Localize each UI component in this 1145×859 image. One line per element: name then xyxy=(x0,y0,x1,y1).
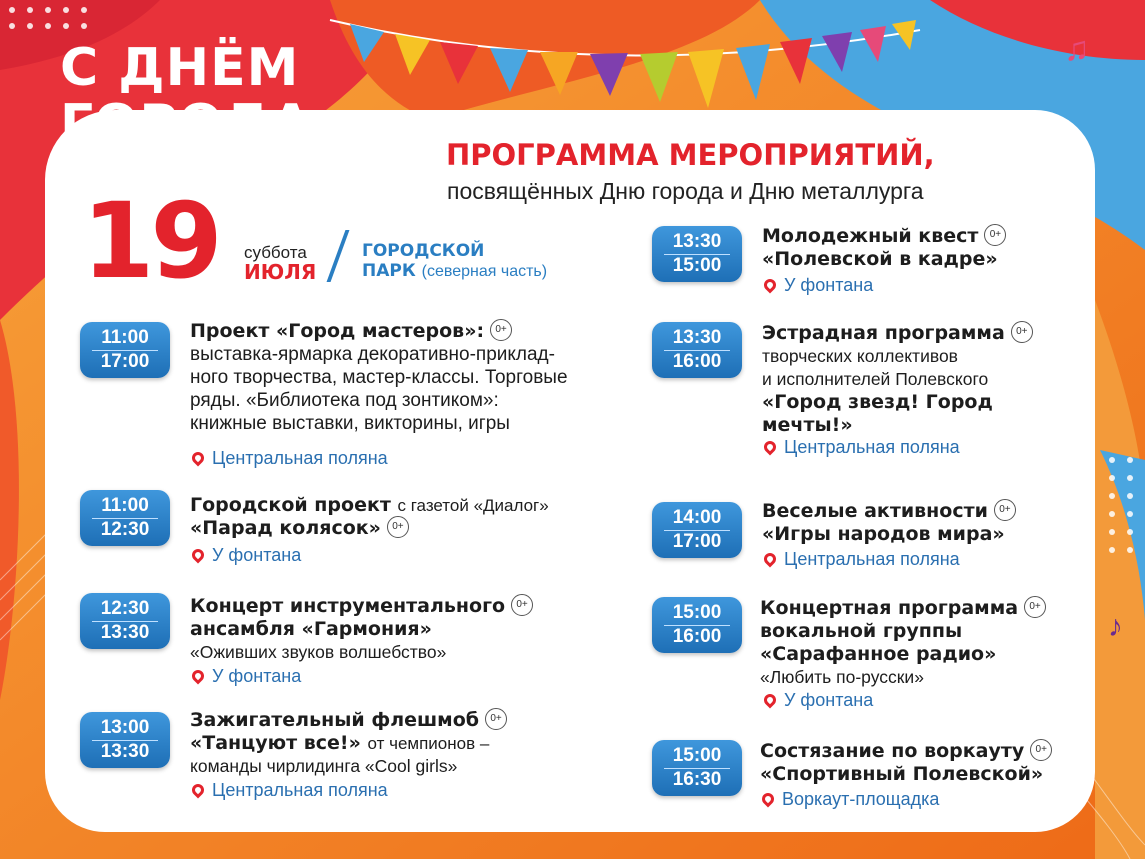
venue-line-2 xyxy=(362,261,547,281)
event-item xyxy=(190,494,630,540)
location-label: Центральная поляна xyxy=(212,780,388,800)
event-location xyxy=(192,780,388,801)
program-title: ПРОГРАММА МЕРОПРИЯТИЙ, xyxy=(446,138,935,172)
program-subtitle: посвящённых Дню города и Дню металлурга xyxy=(447,178,924,204)
event-desc: команды чирлидинга «Cool girls» xyxy=(190,756,458,776)
location-label: У фонтана xyxy=(784,690,874,710)
event-location xyxy=(764,437,960,458)
event-subtitle: «Игры народов мира» xyxy=(762,523,1005,545)
event-location xyxy=(764,275,873,296)
time-badge xyxy=(80,490,170,546)
venue-note: (северная часть) xyxy=(421,263,548,280)
event-subtitle: «Спортивный Полевской» xyxy=(760,763,1044,785)
location-pin-icon xyxy=(190,547,207,564)
event-location xyxy=(192,666,301,687)
event-location xyxy=(764,690,873,711)
event-title-line xyxy=(190,494,630,517)
end-time: 13:30 xyxy=(100,741,150,762)
event-desc: ряды. «Библиотека под зонтиком»: xyxy=(190,390,499,411)
page-title xyxy=(60,40,312,152)
venue-name: ПАРК xyxy=(362,261,416,281)
event-title-line xyxy=(762,225,1082,248)
location-label: Воркаут-площадка xyxy=(782,789,940,809)
event-item xyxy=(190,595,630,664)
end-time: 13:30 xyxy=(100,622,150,643)
page-title-line: С ДНЁМ xyxy=(60,38,300,98)
end-time: 16:30 xyxy=(672,769,722,790)
age-rating-badge: 0+ xyxy=(984,224,1006,246)
location-pin-icon xyxy=(190,782,207,799)
location-pin-icon xyxy=(762,277,779,294)
event-location xyxy=(762,789,939,810)
event-title-line xyxy=(190,709,630,732)
time-badge xyxy=(652,740,742,796)
time-badge xyxy=(652,597,742,653)
start-time: 11:00 xyxy=(101,327,149,348)
event-item xyxy=(760,740,1090,786)
event-title-line xyxy=(190,320,630,343)
event-desc: и исполнителей Полевского xyxy=(762,369,989,389)
event-title: Зажигательный флешмоб xyxy=(190,709,480,731)
end-time: 16:00 xyxy=(672,626,722,647)
event-title-note: от чемпионов – xyxy=(367,734,490,753)
end-time: 12:30 xyxy=(100,519,150,540)
event-title: Эстрадная программа xyxy=(762,322,1005,344)
event-item xyxy=(190,709,630,778)
age-rating-badge: 0+ xyxy=(1011,321,1033,343)
event-title-line xyxy=(760,597,1090,620)
event-subtitle: «Полевской в кадре» xyxy=(762,248,998,270)
event-desc: творческих коллективов xyxy=(762,346,958,366)
location-pin-icon xyxy=(190,668,207,685)
start-time: 15:00 xyxy=(672,602,722,623)
event-day: 19 xyxy=(82,180,219,302)
event-title: Концерт инструментального xyxy=(190,595,506,617)
venue-line-1: ГОРОДСКОЙ xyxy=(362,241,485,261)
event-subtitle: «Сарафанное радио» xyxy=(760,643,997,665)
event-location xyxy=(192,448,388,469)
time-badge xyxy=(652,502,742,558)
event-title-line xyxy=(190,517,630,540)
event-desc: ного творчества, мастер-классы. Торговые xyxy=(190,367,568,388)
time-badge xyxy=(80,593,170,649)
event-item xyxy=(190,320,630,435)
age-rating-badge: 0+ xyxy=(1030,739,1052,761)
location-label: Центральная поляна xyxy=(784,437,960,457)
event-weekday: суббота xyxy=(244,243,307,262)
event-subtitle: «Город звезд! Город xyxy=(762,391,993,413)
music-note-icon: ♫ xyxy=(1064,30,1090,68)
event-subtitle: ансамбля «Гармония» xyxy=(190,618,432,640)
event-title-line xyxy=(762,322,1082,345)
event-title-line xyxy=(762,500,1082,523)
start-time: 14:00 xyxy=(672,507,722,528)
age-rating-badge: 0+ xyxy=(994,499,1016,521)
time-badge xyxy=(80,322,170,378)
event-location xyxy=(764,549,960,570)
location-pin-icon xyxy=(762,692,779,709)
event-item xyxy=(760,597,1090,689)
location-label: Центральная поляна xyxy=(212,448,388,468)
event-title-line xyxy=(190,595,630,618)
start-time: 11:00 xyxy=(101,495,149,516)
location-label: У фонтана xyxy=(212,666,302,686)
start-time: 15:00 xyxy=(672,745,722,766)
age-rating-badge: 0+ xyxy=(511,594,533,616)
start-time: 13:30 xyxy=(672,327,722,348)
event-month: ИЮЛЯ xyxy=(244,260,317,284)
event-item xyxy=(762,225,1082,271)
event-desc: выставка-ярмарка декоративно-приклад- xyxy=(190,344,555,365)
event-title: Веселые активности xyxy=(762,500,988,522)
event-title-note: с газетой «Диалог» xyxy=(397,496,549,515)
end-time: 16:00 xyxy=(672,351,722,372)
end-time: 17:00 xyxy=(672,531,722,552)
end-time: 17:00 xyxy=(100,351,150,372)
age-rating-badge: 0+ xyxy=(387,516,409,538)
age-rating-badge: 0+ xyxy=(490,319,512,341)
time-badge xyxy=(652,226,742,282)
event-desc: книжные выставки, викторины, игры xyxy=(190,413,510,434)
location-pin-icon xyxy=(760,791,777,808)
location-pin-icon xyxy=(762,439,779,456)
event-subtitle: «Танцуют все!» xyxy=(190,732,361,754)
event-title-line xyxy=(760,740,1090,763)
page-title-line: ГОРОДА xyxy=(60,94,313,154)
event-subtitle: «Парад колясок» xyxy=(190,517,381,539)
end-time: 15:00 xyxy=(672,255,722,276)
event-title: Концертная программа xyxy=(760,597,1019,619)
start-time: 12:30 xyxy=(100,598,150,619)
location-label: Центральная поляна xyxy=(784,549,960,569)
event-subtitle: вокальной группы xyxy=(760,620,963,642)
time-badge xyxy=(652,322,742,378)
age-rating-badge: 0+ xyxy=(485,708,507,730)
event-title: Молодежный квест xyxy=(762,225,979,247)
location-pin-icon xyxy=(190,450,207,467)
event-location xyxy=(192,545,301,566)
event-title-line xyxy=(190,732,630,755)
event-item xyxy=(762,322,1082,437)
music-note-icon: ♪ xyxy=(1108,610,1123,643)
time-badge xyxy=(80,712,170,768)
location-label: У фонтана xyxy=(212,545,302,565)
age-rating-badge: 0+ xyxy=(1024,596,1046,618)
location-label: У фонтана xyxy=(784,275,874,295)
event-item xyxy=(762,500,1082,546)
start-time: 13:30 xyxy=(672,231,722,252)
location-pin-icon xyxy=(762,551,779,568)
event-title: Городской проект xyxy=(190,494,391,516)
event-desc: «Любить по-русски» xyxy=(760,667,924,687)
event-desc: «Оживших звуков волшебство» xyxy=(190,642,447,662)
event-subtitle: мечты!» xyxy=(762,414,853,436)
event-title: Состязание по воркауту xyxy=(760,740,1025,762)
start-time: 13:00 xyxy=(100,717,150,738)
event-title: Проект «Город мастеров»: xyxy=(190,320,485,342)
